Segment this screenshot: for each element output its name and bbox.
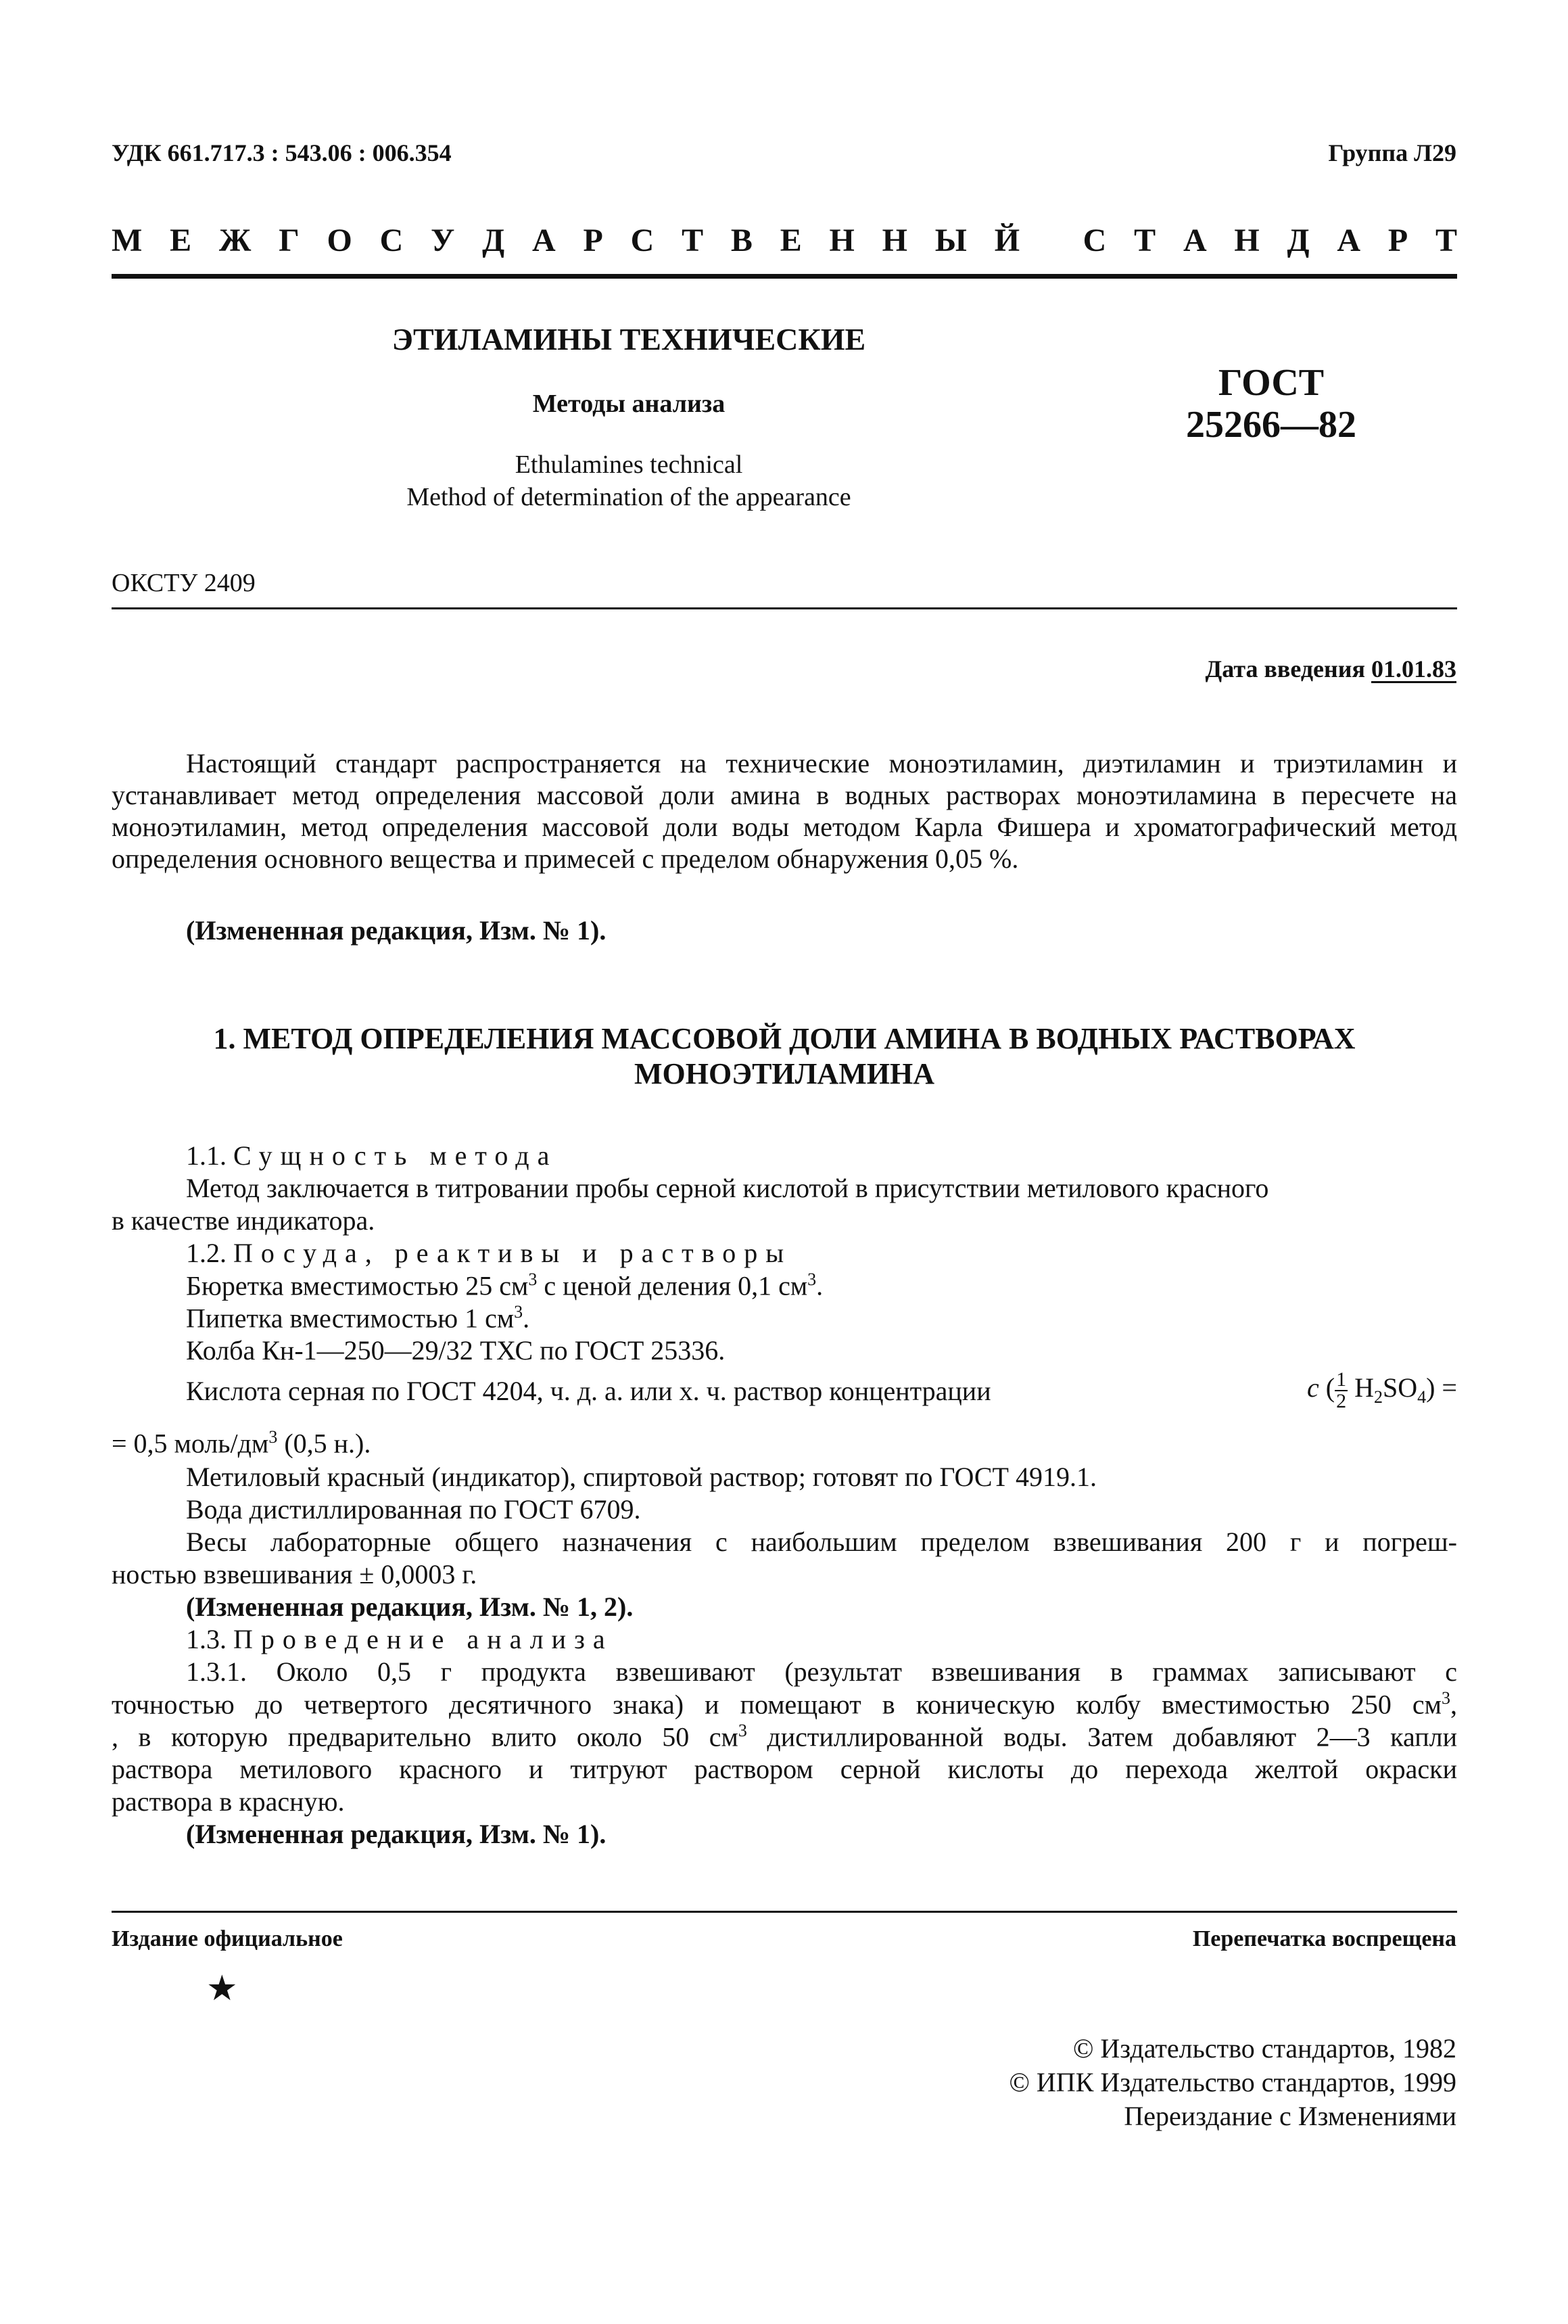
okstu-rule [112,607,1457,609]
gost-designation [1149,362,1393,446]
heading-letter: Д [1287,223,1310,258]
section-1-title-line1: 1. МЕТОД ОПРЕДЕЛЕНИЯ МАССОВОЙ ДОЛИ АМИНА В ВОДНЫХ РАСТВОРАХ [213,1022,1356,1055]
copyright-1982: © Издательство стандартов, 1982 [1072,2033,1456,2064]
acid-line [186,1370,1457,1412]
acid-formula: c ( $\frac{1}{2}$ $H_2SO_4$) = [1306,1368,1457,1412]
heading-letter: Ы [934,223,967,258]
udk-code: УДК 661.717.3 : 543.06 : 006.354 [112,139,452,166]
document-title: ЭТИЛАМИНЫ ТЕХНИЧЕСКИЕ [391,322,866,356]
heading-letter: Т [1134,223,1156,258]
amendment-note: (Измененная редакция, Изм. № 1). [186,1819,607,1849]
official-edition-label: Издание официальное [112,1926,343,1951]
text-line: ностью взвешивания ± 0,0003 г. [112,1559,477,1589]
heading-letter: Д [482,223,505,258]
group-code: Группа Л29 [1328,139,1456,166]
amendment-note: (Измененная редакция, Изм. № 1). [186,915,607,946]
section-1-title-line2: МОНОЭТИЛАМИНА [634,1057,934,1090]
clause-1-2-heading [186,1237,792,1269]
clause-title: Посуда, реактивы и растворы [233,1238,792,1268]
list-item: Вода дистиллированная по ГОСТ 6709. [186,1494,641,1525]
clause-1-3-heading [186,1623,613,1655]
heading-letter: Н [1234,223,1260,258]
section-1-title [112,1021,1457,1092]
text-line: точностью до четвертого десятичного знака) и помещают в коническую колбу вместимостью 250 $см^3$, [112,1688,1457,1720]
clause-title: Проведение анализа [233,1624,613,1654]
heading-letter: С [379,223,404,258]
text-line: = 0,5 моль/$дм^3$ (0,5 н.). [112,1427,371,1459]
heading-letter [1047,222,1055,259]
text-line: в качестве индикатора. [112,1205,375,1236]
heading-letter: Г [279,223,300,258]
copyright-1999: © ИПК Издательство стандартов, 1999 [1009,2067,1456,2097]
text-line: , в которую предварительно влито около 50 $см^3$ дистиллированной воды. Затем добавляют 2—3 капли [112,1721,1457,1752]
list-item: Бюретка вместимостью 25 $см^3$ с ценой деления 0,1 $см^3$. [186,1270,824,1301]
heading-letter: Р [1387,223,1408,258]
text-line: Метод заключается в титровании пробы серной кислотой в присутствии метилового красного [186,1173,1269,1203]
heading-letter: Е [780,223,802,258]
heading-letter: Е [170,223,192,258]
clause-number: 1.2. [186,1238,227,1268]
amendment-note: (Измененная редакция, Изм. № 1, 2). [186,1591,634,1622]
heading-letter: Н [829,223,855,258]
clause-number: 1.3. [186,1624,227,1654]
list-item: Пипетка вместимостью 1 $см^3$. [186,1302,530,1334]
intro-date-value: 01.01.83 [1371,655,1456,682]
heading-letter: С [1083,223,1107,258]
reprint-prohibited-label: Перепечатка воспрещена [1192,1926,1456,1951]
clause-title: Сущность метода [233,1140,558,1171]
gost-label: ГОСТ [1218,362,1325,404]
okstu-code: ОКСТУ 2409 [112,569,256,597]
star-icon: ★ [206,1970,238,2008]
intro-paragraph: Настоящий стандарт распространяется на технические моноэтиламин, диэтиламин и триэтиламин и устанавливает метод определения массовой доли амина в водных растворах моноэтиламина в пересчете на моноэтиламин, метод определения массовой доли воды методом Карла Фишера и хроматографический метод определения основного вещества и примесей с пределом обнаружения 0,05 %. [112,748,1457,874]
fraction: $\frac{1}{2}$ [1336,1368,1347,1412]
english-title: Ethulamines technical [515,450,743,479]
heading-letter: А [532,223,556,258]
list-item: Метиловый красный (индикатор), спиртовой раствор; готовят по ГОСТ 4919.1. [186,1462,1097,1492]
standard-type-heading [112,222,1457,259]
clause-number: 1.1. [186,1140,227,1171]
header-rule [112,274,1457,279]
heading-letter: М [112,223,143,258]
heading-letter: Н [882,223,907,258]
heading-letter: Р [583,223,603,258]
heading-letter: С [630,223,655,258]
heading-letter: В [730,223,753,258]
heading-letter: Т [1435,223,1457,258]
text-line: раствора в красную. [112,1786,345,1817]
heading-letter: Й [994,223,1020,258]
intro-date-label: Дата введения [1205,655,1365,682]
heading-letter: Т [682,223,704,258]
heading-letter: А [1337,223,1361,258]
intro-date [1206,655,1457,683]
document-subtitle: Методы анализа [532,390,726,418]
list-item: Весы лабораторные общего назначения с наибольшим пределом взвешивания 200 г и погреш- [186,1527,1457,1557]
heading-letter: О [327,223,352,258]
reissue-note: Переиздание с Изменениями [1124,2101,1456,2131]
text-line: 1.3.1. Около 0,5 г продукта взвешивают (результат взвешивания в граммах записывают с [186,1656,1457,1687]
footer-rule [112,1911,1457,1913]
list-item: Колба Кн-1—250—29/32 ТХС по ГОСТ 25336. [186,1335,726,1366]
heading-letter: Ж [218,223,252,258]
english-subtitle: Method of determination of the appearance [406,483,851,511]
gost-number: 25266—82 [1186,404,1356,446]
acid-text: Кислота серная по ГОСТ 4204, ч. д. а. или х. ч. раствор концентрации [186,1375,991,1406]
text-line: раствора метилового красного и титруют раствором серной кислоты до перехода желтой окраски [112,1754,1457,1784]
clause-1-1-heading [186,1140,557,1171]
heading-letter: У [431,223,455,258]
heading-letter: А [1183,223,1207,258]
